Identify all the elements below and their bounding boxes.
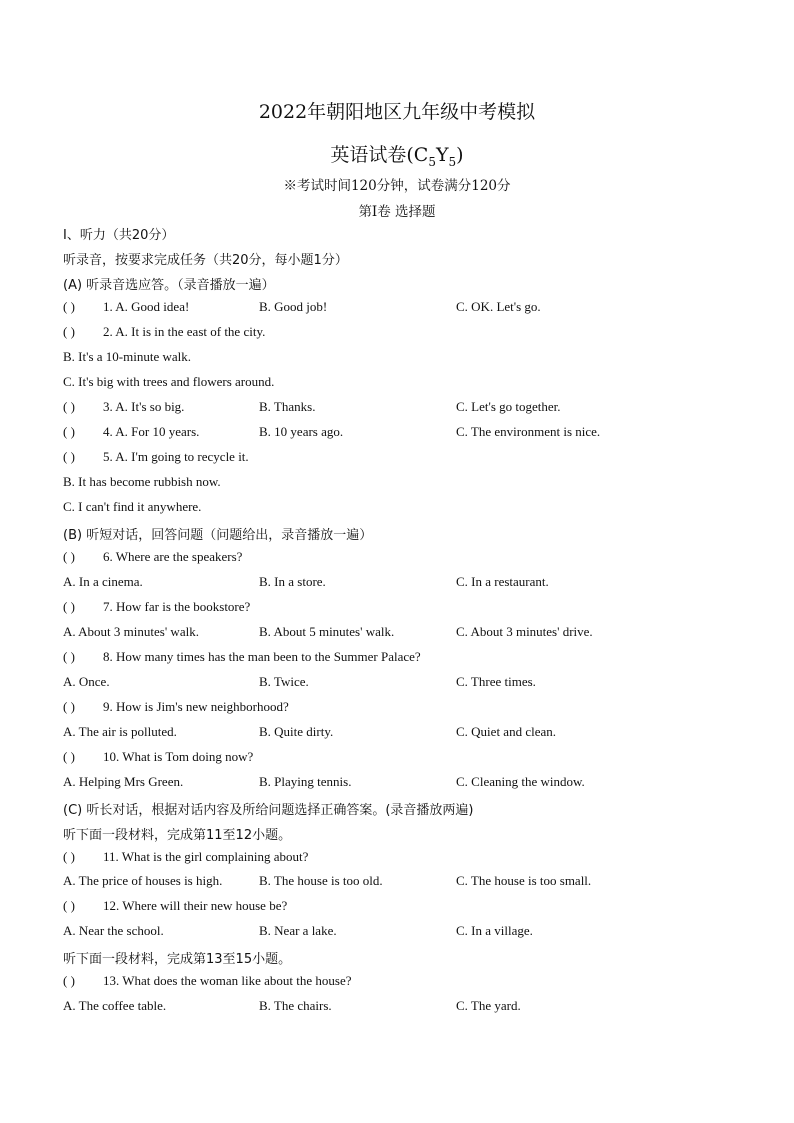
section-c-heading: (C) 听长对话，根据对话内容及所给问题选择正确答案。(录音播放两遍) [63,803,474,818]
option-c: C. Let's go together. [456,399,561,414]
question-stem: 6. Where are the speakers? [103,549,243,564]
option-b: B. It's a 10-minute walk. [63,349,191,364]
option-b: B. 10 years ago. [259,424,344,439]
answer-blank[interactable]: ( ) [63,599,75,614]
question-9 [63,699,289,719]
option-b: B. The house is too old. [259,873,383,888]
answer-blank[interactable]: ( ) [63,299,75,314]
question-stem: 3. A. It's so big. [103,399,185,414]
question-8 [63,649,421,669]
question-stem: 13. What does the woman like about the house? [103,973,352,988]
part-heading: Ⅰ、听力（共20分） [63,228,175,243]
group-instruction: 听下面一段材料，完成第13至15小题。 [63,952,292,967]
question-stem: 5. A. I'm going to recycle it. [103,449,249,464]
option-c: C. In a restaurant. [456,574,549,589]
exam-subtitle [0,140,794,169]
question-13 [63,973,352,993]
option-c: C. OK. Let's go. [456,299,541,314]
option-a: A. About 3 minutes' walk. [63,624,199,639]
option-c: C. Cleaning the window. [456,774,585,789]
option-b: B. Playing tennis. [259,774,352,789]
option-b: B. Twice. [259,674,309,689]
exam-note: ※考试时间120分钟，试卷满分120分 [283,178,511,194]
section-b-heading: (B) 听短对话，回答问题（问题给出，录音播放一遍） [63,528,373,543]
option-a: A. Near the school. [63,923,164,938]
question-stem: 12. Where will their new house be? [103,898,288,913]
answer-blank[interactable]: ( ) [63,399,75,414]
option-b: B. Thanks. [259,399,316,414]
answer-blank[interactable]: ( ) [63,749,75,764]
option-c: C. I can't find it anywhere. [63,499,202,514]
option-c: C. Three times. [456,674,536,689]
option-c: C. It's big with trees and flowers around. [63,374,275,389]
option-c: C. Quiet and clean. [456,724,556,739]
answer-blank[interactable]: ( ) [63,324,75,339]
option-a: A. The price of houses is high. [63,873,223,888]
question-stem: 9. How is Jim's new neighborhood? [103,699,289,714]
option-b: B. Quite dirty. [259,724,334,739]
option-a: A. Once. [63,674,110,689]
subtitle-mid: Y [435,144,449,166]
question-12 [63,898,287,918]
section-a-heading: (A) 听录音选应答。（录音播放一遍） [63,278,275,293]
option-a: A. The air is polluted. [63,724,177,739]
option-b: B. In a store. [259,574,326,589]
subtitle-sub1: 5 [428,154,436,169]
subtitle-sub2: 5 [448,154,457,169]
question-7 [63,599,250,619]
answer-blank[interactable]: ( ) [63,849,75,864]
option-b: B. Good job! [259,299,328,314]
subtitle-end: ) [456,144,464,166]
answer-blank[interactable]: ( ) [63,699,75,714]
question-stem: 4. A. For 10 years. [103,424,200,439]
question-stem: 2. A. It is in the east of the city. [103,324,266,339]
answer-blank[interactable]: ( ) [63,649,75,664]
answer-blank[interactable]: ( ) [63,449,75,464]
option-b: B. The chairs. [259,998,332,1013]
answer-blank[interactable]: ( ) [63,898,75,913]
group-instruction: 听下面一段材料，完成第11至12小题。 [63,828,292,843]
question-6 [63,549,242,569]
option-a: A. The coffee table. [63,998,167,1013]
option-c: C. The house is too small. [456,873,592,888]
question-stem: 7. How far is the bookstore? [103,599,251,614]
question-stem: 8. How many times has the man been to the Summer Palace? [103,649,421,664]
question-stem: 1. A. Good idea! [103,299,190,314]
question-10 [63,749,253,769]
question-stem: 11. What is the girl complaining about? [103,849,309,864]
option-a: A. In a cinema. [63,574,143,589]
option-b: B. About 5 minutes' walk. [259,624,395,639]
option-a: A. Helping Mrs Green. [63,774,184,789]
option-b: B. It has become rubbish now. [63,474,221,489]
volume-title: 第Ⅰ卷 选择题 [358,204,436,220]
option-c: C. The yard. [456,998,521,1013]
option-c: C. In a village. [456,923,533,938]
answer-blank[interactable]: ( ) [63,973,75,988]
question-11 [63,849,308,869]
option-c: C. About 3 minutes' drive. [456,624,593,639]
subtitle-main: 英语试卷(C [330,144,429,166]
option-b: B. Near a lake. [259,923,337,938]
exam-title: 2022年朝阳地区九年级中考模拟 [258,101,536,123]
answer-blank[interactable]: ( ) [63,424,75,439]
listening-instruction: 听录音，按要求完成任务（共20分，每小题1分） [63,253,348,268]
question-stem: 10. What is Tom doing now? [103,749,254,764]
option-c: C. The environment is nice. [456,424,601,439]
answer-blank[interactable]: ( ) [63,549,75,564]
